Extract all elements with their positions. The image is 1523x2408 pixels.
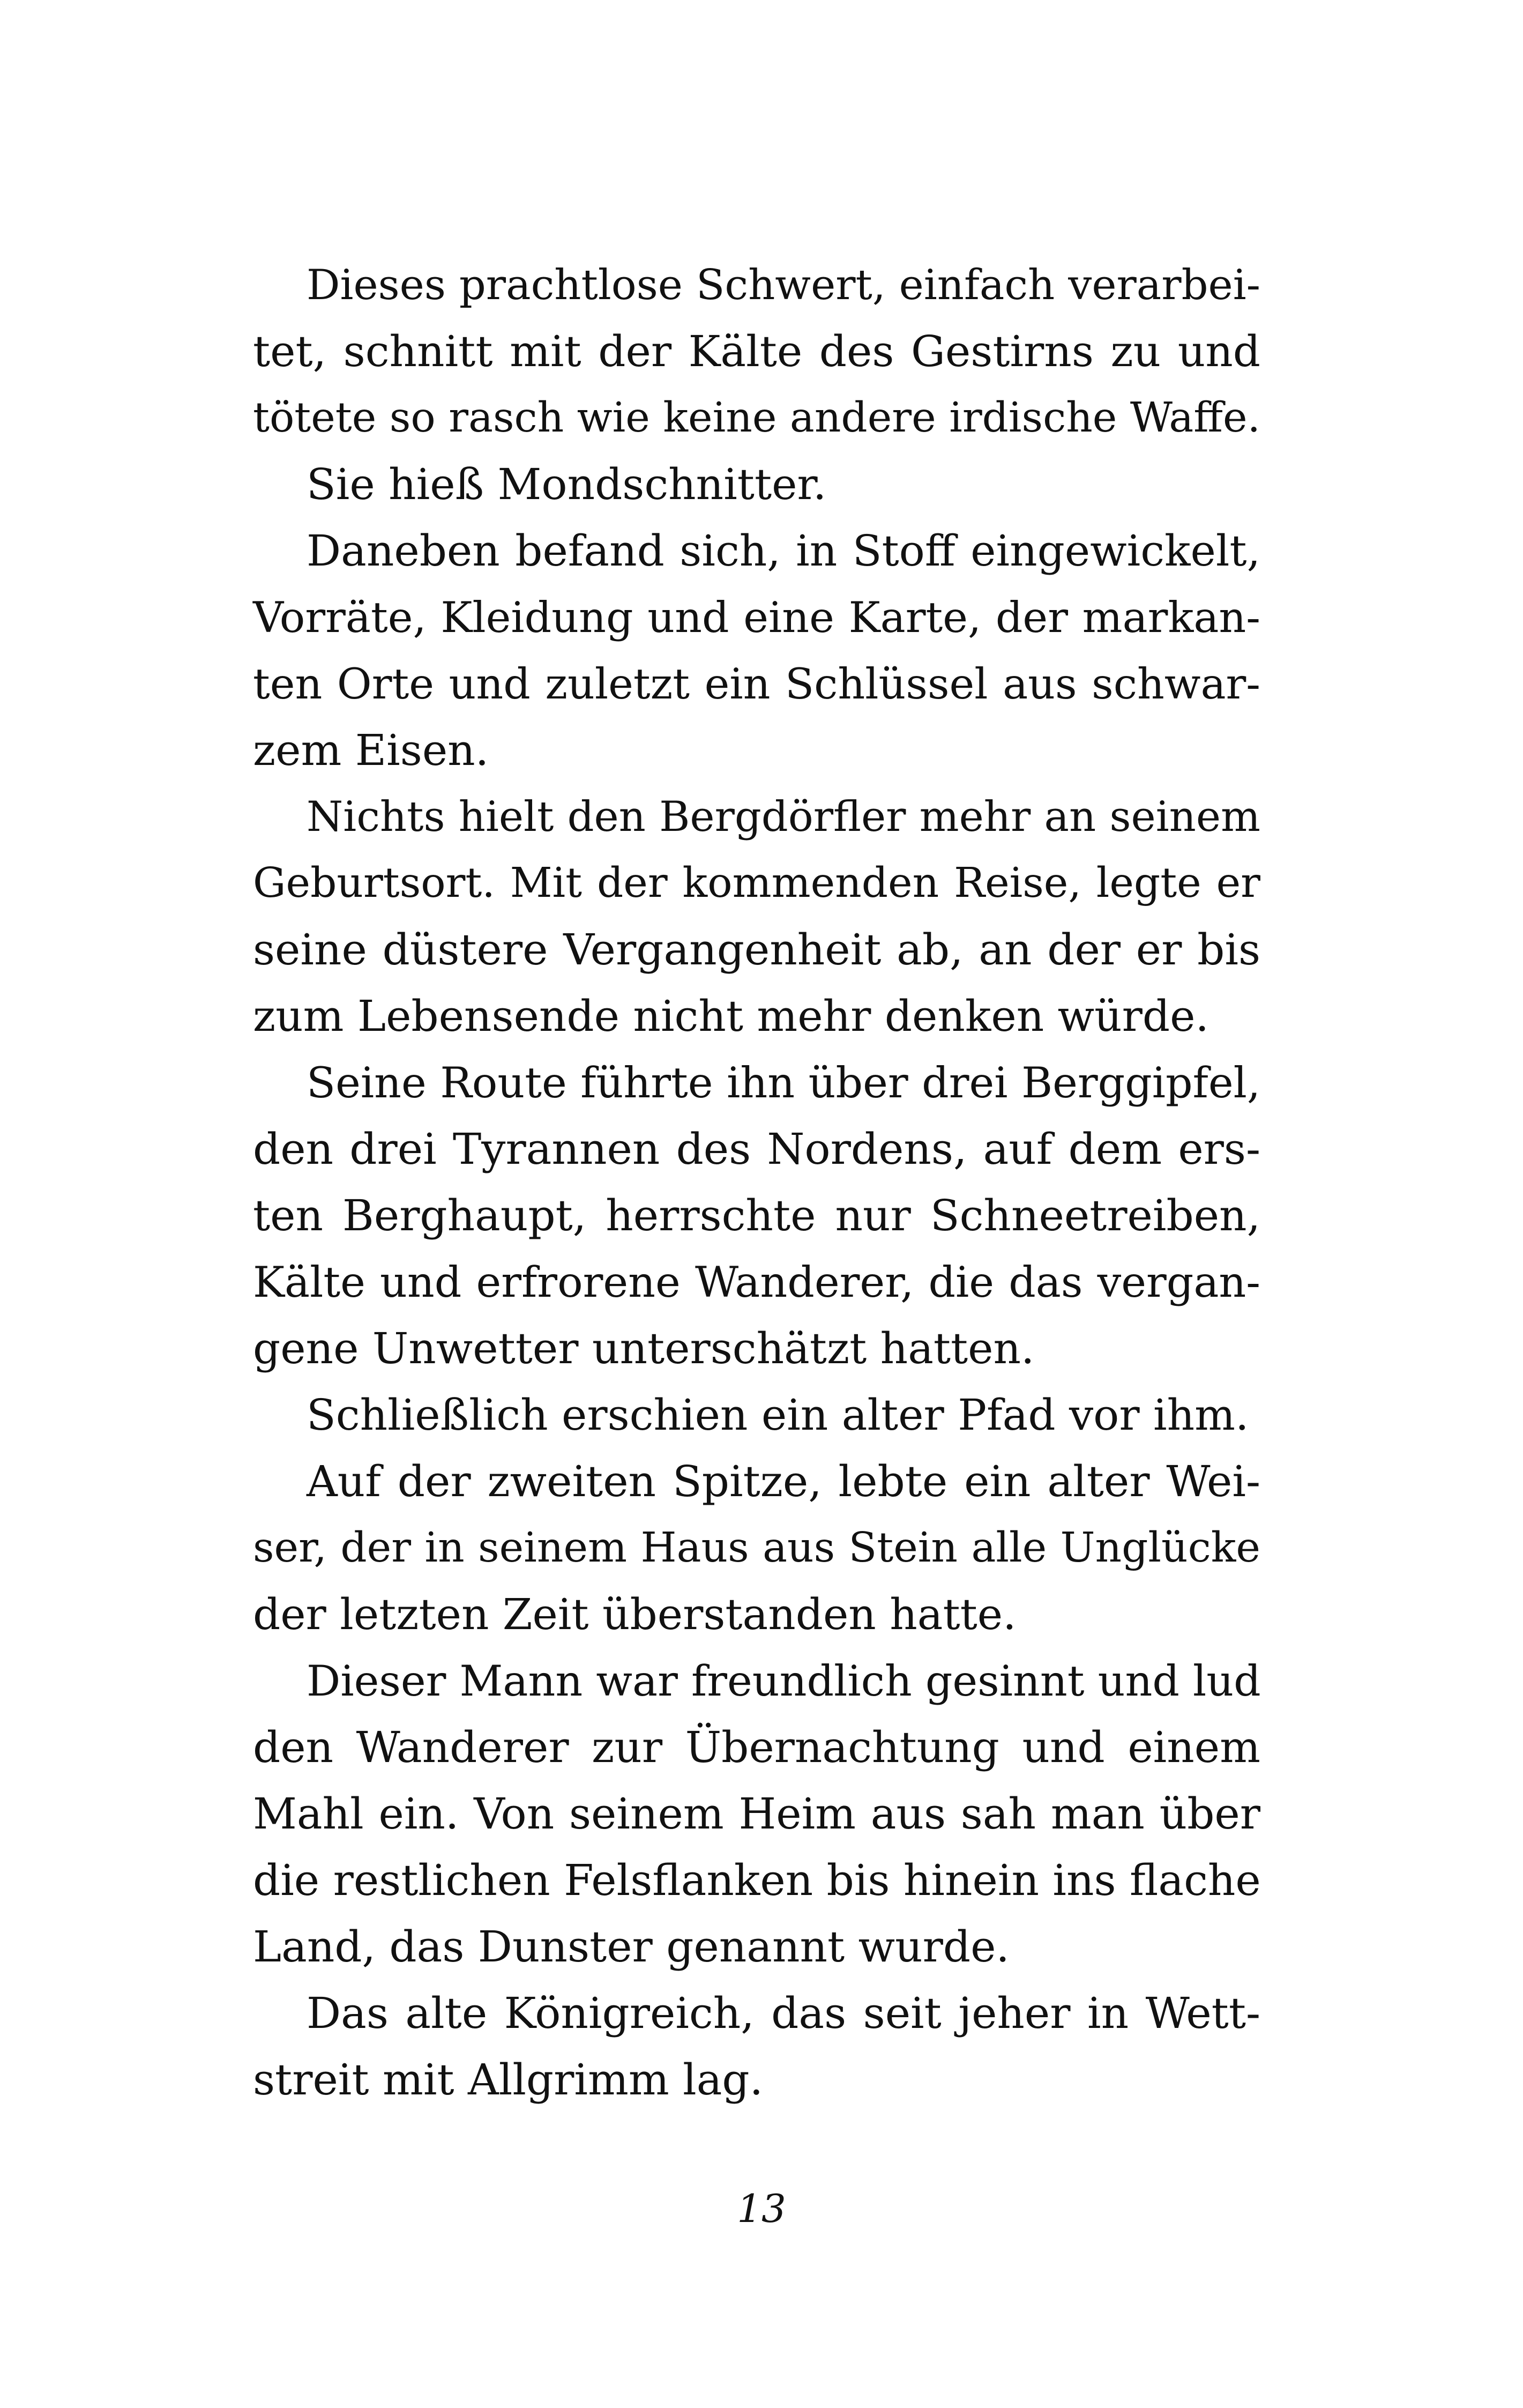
text-line: streit mit Allgrimm lag.	[253, 2055, 764, 2105]
text-line: Seine Route führte ihn über drei Berggipfel,	[307, 1058, 1260, 1108]
text-line: tötete so rasch wie keine andere irdische Waffe.	[253, 394, 1260, 442]
text-line: ten Orte und zuletzt ein Schlüssel aus schwar-	[253, 659, 1260, 709]
text-line: zum Lebensende nicht mehr denken würde.	[253, 991, 1209, 1041]
text-line: ser, der in seinem Haus aus Stein alle Unglücke	[253, 1524, 1260, 1572]
text-line: Mahl ein. Von seinem Heim aus sah man über	[253, 1789, 1260, 1839]
text-line: die restlichen Felsflanken bis hinein ins flache	[253, 1855, 1261, 1905]
text-line: zem Eisen.	[253, 725, 489, 775]
text-line: Dieser Mann war freundlich gesinnt und lud	[307, 1656, 1261, 1706]
text-line: Geburtsort. Mit der kommenden Reise, legte er	[253, 859, 1260, 907]
text-line: Daneben befand sich, in Stoff eingewickelt,	[307, 526, 1260, 576]
text-line: den drei Tyrannen des Nordens, auf dem ers-	[253, 1124, 1260, 1174]
text-line: Dieses prachtlose Schwert, einfach verarbei-	[307, 261, 1260, 309]
text-line: Vorräte, Kleidung und eine Karte, der markan-	[253, 593, 1260, 642]
text-line: Nichts hielt den Bergdörfler mehr an seinem	[307, 793, 1260, 841]
text-line: tet, schnitt mit der Kälte des Gestirns zu und	[253, 326, 1260, 376]
text-line: Kälte und erfrorene Wanderer, die das vergan-	[253, 1258, 1260, 1307]
text-line: der letzten Zeit überstanden hatte.	[253, 1589, 1017, 1639]
text-line: gene Unwetter unterschätzt hatten.	[253, 1324, 1035, 1373]
text-line: seine düstere Vergangenheit ab, an der er bis	[253, 925, 1260, 975]
text-line: Das alte Königreich, das seit jeher in Wett-	[307, 1988, 1260, 2038]
page-number: 13	[737, 2186, 786, 2231]
text-line: ten Berghaupt, herrschte nur Schneetreiben,	[253, 1191, 1260, 1240]
text-line: Sie hieß Mondschnitter.	[307, 459, 827, 509]
text-line: Land, das Dunster genannt wurde.	[253, 1922, 1010, 1972]
text-line: Schließlich erschien ein alter Pfad vor ihm.	[307, 1390, 1249, 1440]
text-line: den Wanderer zur Übernachtung und einem	[253, 1722, 1260, 1772]
text-line: Auf der zweiten Spitze, lebte ein alter Wei-	[307, 1456, 1260, 1506]
